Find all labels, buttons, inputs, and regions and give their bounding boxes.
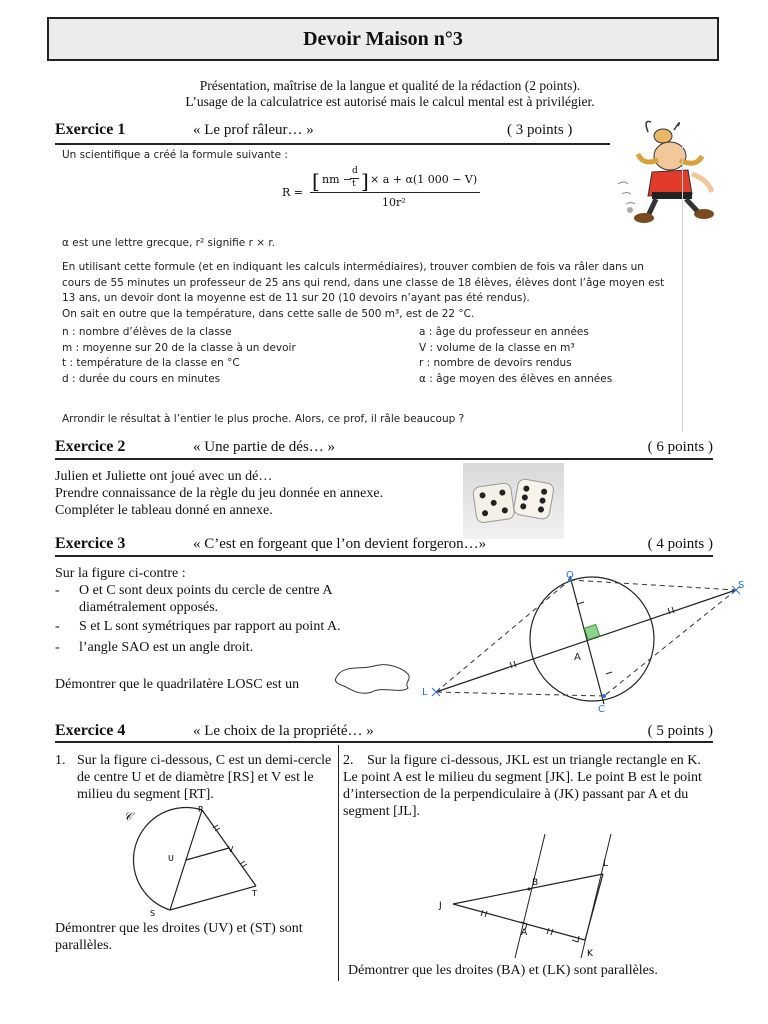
dice-image [463,463,564,539]
ex4-part1-question: Démontrer que les droites (UV) et (ST) sont parallèles. [55,921,303,953]
var-r: r : nombre de devoirs rendus [419,357,572,369]
var-v: V : volume de la classe en m³ [419,341,575,354]
ex4-points: ( 5 points ) [647,723,713,739]
ex1-vars-left [62,325,402,387]
formula-bracket-open: [ [312,169,320,193]
formula-den: 10r² [382,196,406,209]
ex4-part2 [343,752,715,820]
intro-line-1: Présentation, maîtrise de la langue et qualité de la rédaction (2 points). [199,78,581,93]
ex2-subtitle: « Une partie de dés… » [193,439,336,455]
var-m: m : moyenne sur 20 de la classe à un devoir [62,341,296,354]
ex4-part2-text: Sur la figure ci-dessous, JKL est un triangle rectangle en K. Le point A est le milieu du segment [JK]. Le point B est le point d’intersection de la perpendiculaire à (JK) passant par A et du segment [JL]. [343,753,702,819]
page-title [47,17,719,61]
fig2-label-b: B [532,878,539,888]
ex3-bullet-1-text: O et C sont deux points du cercle de centre A diamétralement opposés. [79,583,332,615]
ex3-points: ( 4 points ) [647,536,713,552]
ex4-label: Exercice 4 [55,722,126,739]
fig1-label-r: R [198,806,204,814]
fig3-label-o: O [566,570,574,581]
ex4-figure-1 [112,806,272,918]
fig2-label-l: L [603,859,609,869]
ex4-rule [55,741,713,743]
ex4-part1-text: Sur la figure ci-dessous, C est un demi-cercle de centre U et de diamètre [RS] et V est le milieu du segment [RT]. [77,753,332,802]
fig1-label-c: 𝒞 [124,810,133,823]
scribble-mark [332,660,414,696]
ex2-line-1: Julien et Juliette ont joué avec un dé… [55,469,273,484]
ex3-intro: Sur la figure ci-contre : [55,566,186,581]
ex2-line-2: Prendre connaissance de la règle du jeu donnée en annexe. [55,486,384,501]
ex4-figure-2 [435,832,625,960]
formula-bracket-close: ] [361,169,369,193]
ex1-para1: En utilisant cette formule (et en indiquant les calculs intermédiaires), trouver combien de fois va râler dans un cours de 55 minutes un professeur de 25 ans qui rend, dans une classe de 18 élèves, élèves dont l’âge moyen est 13 ans, un devoir dont la moyenne est de 11 sur 20 (10 devoirs n’ayant pas été rendus). [62,261,665,304]
var-d: d : durée du cours en minutes [62,372,221,385]
ex1-scan [57,146,683,431]
ex3-figure [418,562,758,714]
var-a: a : âge du professeur en années [419,326,589,338]
fig2-label-a: A [521,928,528,938]
formula-frac-t: t [352,179,356,189]
ex1-header [55,121,605,143]
ex3-bullet-3-text: l’angle SAO est un angle droit. [79,640,254,655]
ex4-part1 [55,752,335,803]
formula-frac-d: d [352,166,358,176]
ex1-intro: Un scientifique a créé la formule suivante : [62,149,288,161]
ex1-formula [282,168,482,218]
ex3-question: Démontrer que le quadrilatère LOSC est un [55,677,300,692]
formula-num-a: nm − [322,173,353,186]
ex3-rule [55,555,713,557]
page-title-text: Devoir Maison n°3 [303,28,463,50]
ex1-vars-right [419,325,669,387]
fig1-label-u: U [168,854,174,863]
ex2-body [55,468,455,519]
ex1-subtitle: « Le prof râleur… » [193,122,314,138]
ex1-conclusion: Arrondir le résultat à l’entier le plus proche. Alors, ce prof, il râle beaucoup ? [62,413,465,425]
intro-block [40,78,740,110]
ex2-points: ( 6 points ) [647,439,713,455]
ex3-subtitle: « C’est en forgeant que l’on devient forgeron…» [193,536,487,552]
formula-main-bar [310,192,480,193]
var-n: n : nombre d’élèves de la classe [62,326,232,338]
fig2-label-k: K [587,949,593,959]
fig1-label-t: T [252,889,257,898]
ex1-label: Exercice 1 [55,121,126,138]
ex2-rule [55,458,713,460]
ex3-bullet-1: - O et C sont deux points du cercle de centre A diamétralement opposés. [55,583,332,615]
formula-left: R = [282,186,303,199]
ex2-line-3: Compléter le tableau donné en annexe. [55,503,273,518]
ex1-points: ( 3 points ) [507,122,573,138]
ex2-header [55,438,713,460]
ex3-bullet-2-text: S et L sont symétriques par rapport au point A. [79,619,341,634]
intro-line-2: L’usage de la calculatrice est autorisé mais le calcul mental est à privilégier. [185,94,595,109]
ex4-subtitle: « Le choix de la propriété… » [193,723,374,739]
fig1-label-s: S [150,909,156,918]
ex1-para2: On sait en outre que la température, dans cette salle de 500 m³, est de 22 °C. [62,308,475,320]
fig1-label-v: V [228,845,234,854]
fig3-label-c: C [598,704,605,714]
ex1-alpha-note: α est une lettre grecque, r² signifie r × r. [62,237,276,249]
ex4-part1-num: 1. [55,753,66,768]
ex3-bullet-2: - S et L sont symétriques par rapport au point A. [55,619,341,634]
ex4-part2-num: 2. [343,753,354,768]
fig3-label-s: S [738,580,745,591]
ex3-bullet-3: - l’angle SAO est un angle droit. [55,640,254,655]
ex1-rule [55,143,610,145]
formula-num-b: × a + α(1 000 − V) [370,173,478,186]
ex2-label: Exercice 2 [55,438,126,455]
ex3-body [55,565,400,656]
ex3-label: Exercice 3 [55,535,126,552]
ex4-part2-question: Démontrer que les droites (BA) et (LK) sont parallèles. [348,963,658,978]
ex4-column-divider [338,745,339,981]
var-t: t : température de la classe en °C [62,357,240,369]
fig2-label-j: J [439,901,442,911]
fig3-label-l: L [422,687,428,698]
ex3-header [55,535,713,557]
var-alpha: α : âge moyen des élèves en années [419,372,613,385]
fig3-label-a: A [574,652,581,663]
